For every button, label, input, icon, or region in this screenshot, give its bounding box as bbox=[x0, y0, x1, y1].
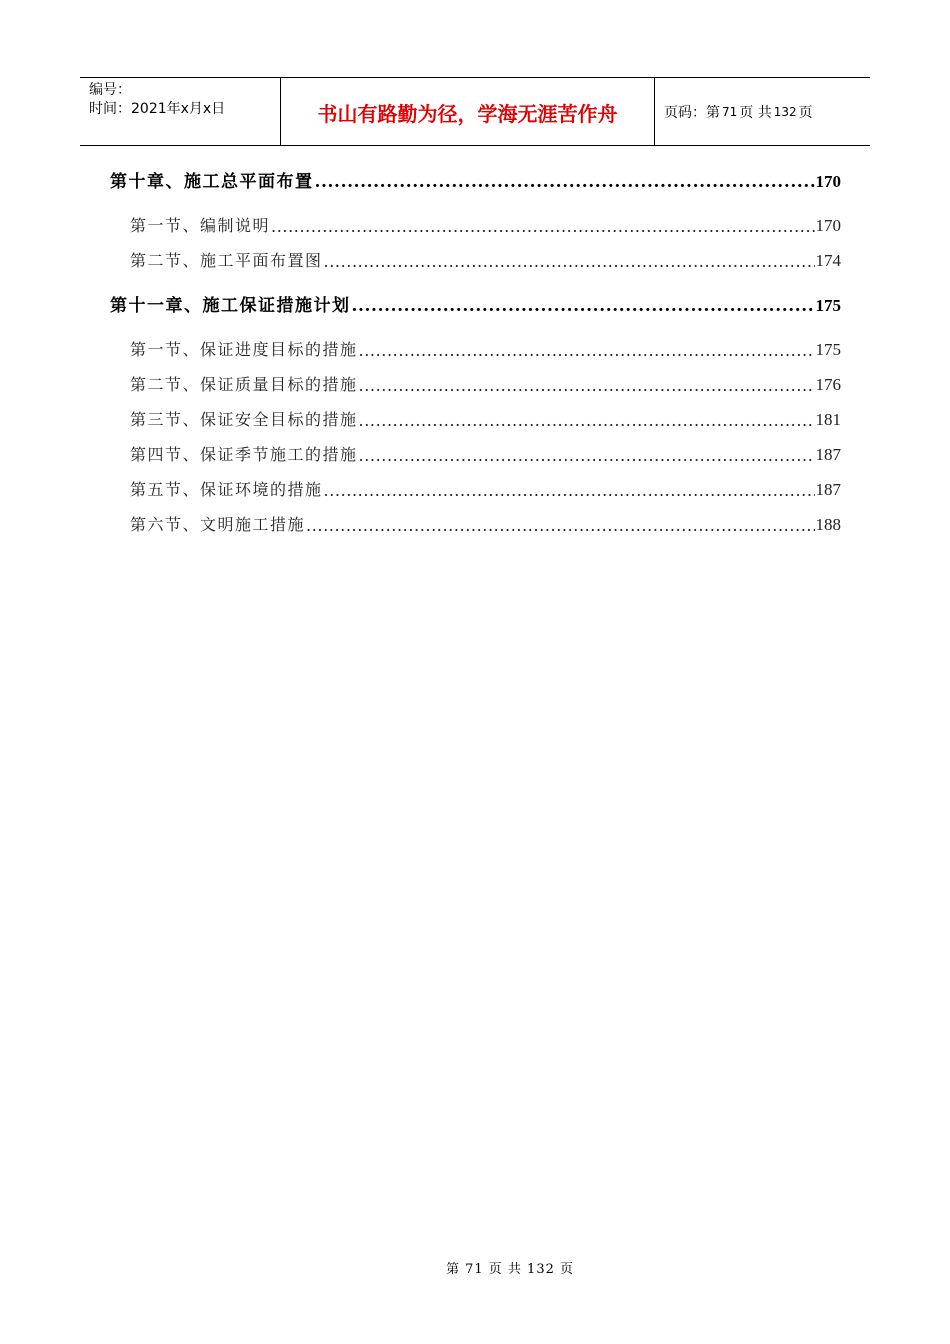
toc-title: 第五节、保证环境的措施 bbox=[130, 480, 323, 499]
toc-title: 第三节、保证安全目标的措施 bbox=[130, 410, 358, 429]
toc-leader bbox=[352, 296, 815, 316]
page-prefix: 页码：第 bbox=[664, 104, 720, 121]
toc-leader bbox=[306, 516, 814, 535]
toc-leader bbox=[324, 252, 815, 271]
toc-entry-section[interactable] bbox=[110, 369, 841, 395]
toc-title: 第十一章、施工保证措施计划 bbox=[110, 296, 351, 316]
page-current: 71 bbox=[722, 104, 738, 119]
toc-title: 第二节、施工平面布置图 bbox=[130, 251, 323, 270]
toc-entry-section[interactable] bbox=[110, 334, 841, 360]
toc-entry-section[interactable] bbox=[110, 509, 841, 535]
toc-leader bbox=[315, 172, 815, 192]
page-mid: 页 共 bbox=[739, 104, 772, 121]
toc-entry-section[interactable] bbox=[110, 474, 841, 500]
toc-leader bbox=[271, 217, 814, 236]
toc-entry-chapter[interactable] bbox=[110, 290, 841, 316]
toc-title: 第六节、文明施工措施 bbox=[130, 515, 306, 534]
toc-page: 188 bbox=[815, 515, 841, 534]
toc-title: 第四节、保证季节施工的措施 bbox=[130, 445, 358, 464]
toc-leader bbox=[359, 446, 815, 465]
toc-entry-section[interactable] bbox=[110, 404, 841, 430]
toc-entry-section[interactable] bbox=[110, 210, 841, 236]
toc-page: 175 bbox=[815, 340, 841, 359]
toc-entry-section[interactable] bbox=[110, 439, 841, 465]
toc-entry-section[interactable] bbox=[110, 245, 841, 271]
header-meta bbox=[80, 78, 281, 145]
toc-page: 187 bbox=[815, 445, 841, 464]
toc-title: 第二节、保证质量目标的措施 bbox=[130, 375, 358, 394]
toc-leader bbox=[324, 481, 815, 500]
toc-page: 181 bbox=[815, 410, 841, 429]
toc-title: 第一节、编制说明 bbox=[130, 216, 271, 235]
header-page-info bbox=[655, 78, 870, 145]
page-header bbox=[80, 77, 870, 146]
page-total: 132 bbox=[773, 104, 797, 119]
header-motto: 书山有路勤为径，学海无涯苦作舟 bbox=[281, 78, 655, 145]
toc-leader bbox=[359, 341, 815, 360]
toc-page: 175 bbox=[815, 296, 841, 315]
toc-page: 170 bbox=[815, 172, 841, 191]
toc-page: 187 bbox=[815, 480, 841, 499]
page-suffix: 页 bbox=[798, 104, 813, 121]
document-time-label: 时间：2021年x月x日 bbox=[89, 101, 226, 117]
page-footer: 第 71 页 共 132 页 bbox=[445, 1262, 575, 1277]
toc-title: 第十章、施工总平面布置 bbox=[110, 172, 314, 192]
toc-entry-chapter[interactable] bbox=[110, 166, 841, 192]
toc-title: 第一节、保证进度目标的措施 bbox=[130, 340, 358, 359]
toc-page: 176 bbox=[815, 375, 841, 394]
toc-leader bbox=[359, 376, 815, 395]
toc-page: 170 bbox=[815, 216, 841, 235]
toc-leader bbox=[359, 411, 815, 430]
toc-page: 174 bbox=[815, 251, 841, 270]
document-number-label: 编号： bbox=[89, 82, 131, 98]
